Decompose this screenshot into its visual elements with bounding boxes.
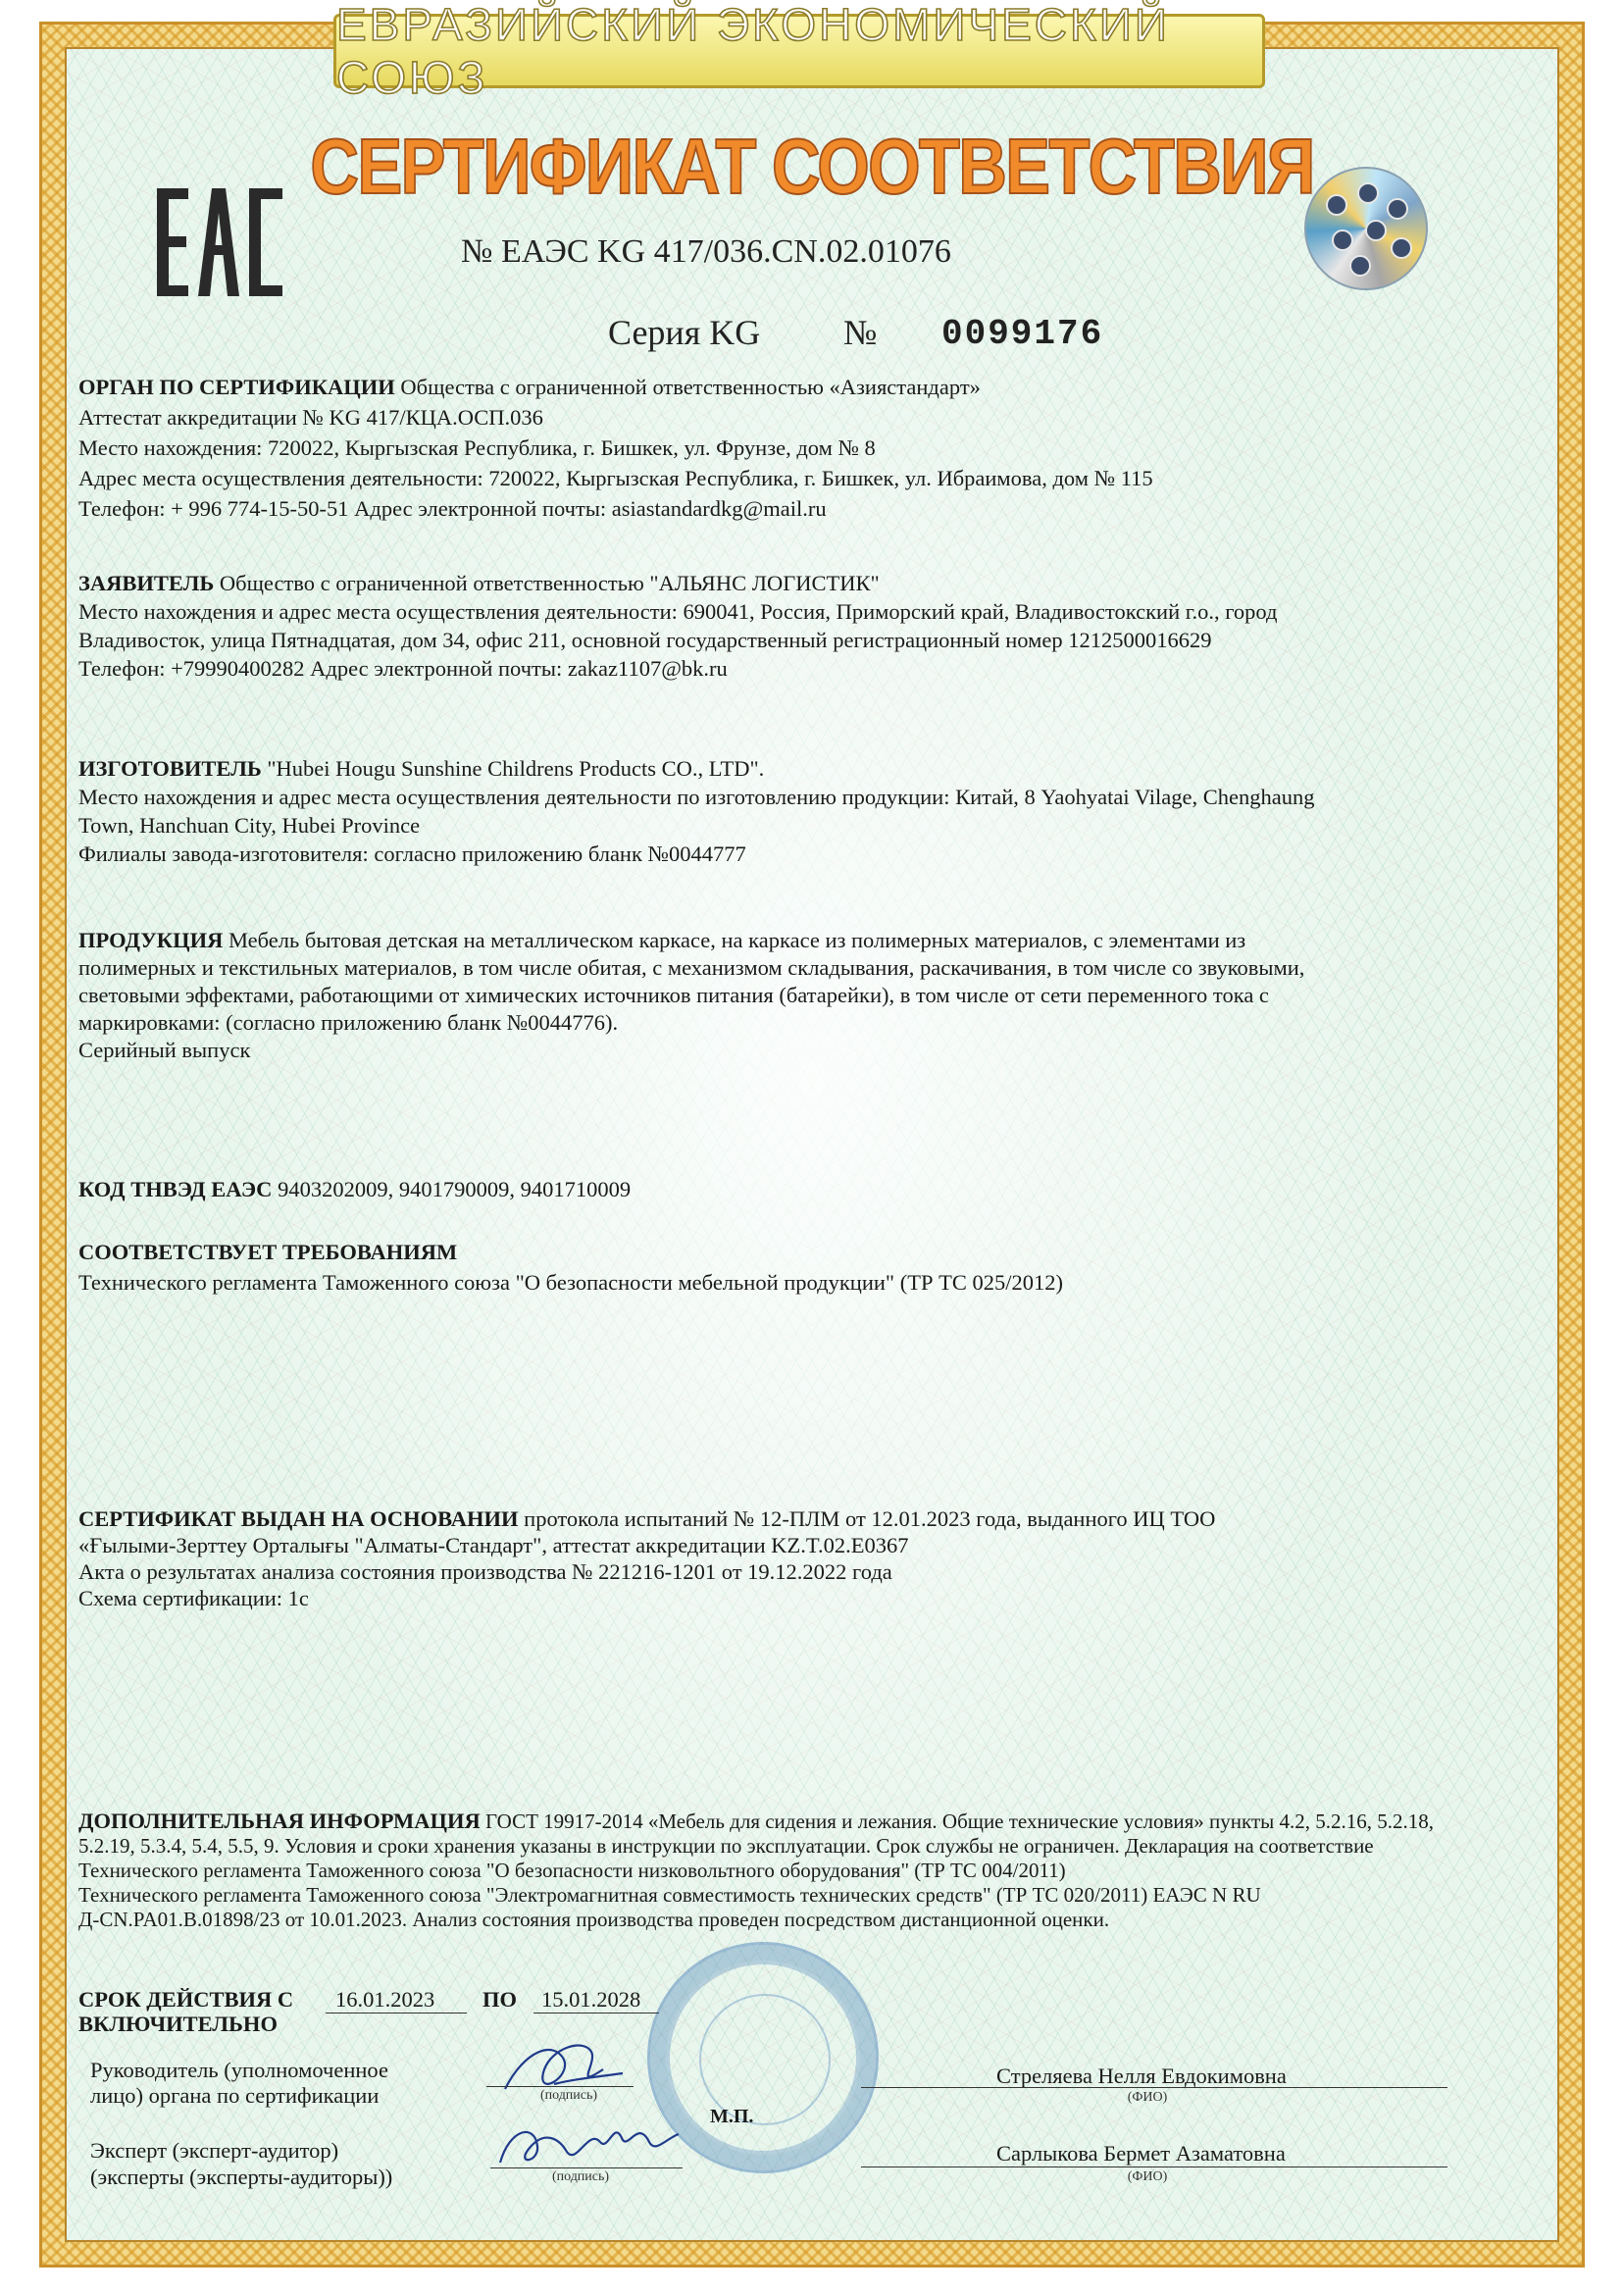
organ-heading: ОРГАН ПО СЕРТИФИКАЦИИ [78,375,395,399]
tnved-heading: КОД ТНВЭД ЕАЭС [78,1177,273,1201]
head-fio-line [861,2087,1447,2088]
additional-line: Технического регламента Таможенного союза "Электромагнитная совместимость технических средств" (ТР ТС 020/2011) ЕАЭС N RU [78,1883,1261,1907]
series-label: Серия KG [608,313,761,352]
manufacturer-section [78,756,1520,866]
head-label-2: лицо) органа по сертификации [90,2083,380,2108]
manufacturer-name: "Hubei Hougu Sunshine Childrens Products CO., LTD". [261,756,765,781]
series-value: 0099176 [941,314,1104,354]
basis-line: Акта о результатах анализа состояния производства № 221216-1201 от 19.12.2022 года [78,1559,892,1584]
applicant-line: Телефон: +79990400282 Адрес электронной почты: zakaz1107@bk.ru [78,656,728,681]
manufacturer-heading: ИЗГОТОВИТЕЛЬ [78,756,262,781]
basis-line: «Ғылыми-Зерттеу Орталығы "Алматы-Стандарт", аттестат аккредитации KZ.T.02.E0367 [78,1533,909,1557]
expert-label-2: (эксперты (эксперты-аудиторы)) [90,2165,393,2189]
basis-section [78,1506,1520,1610]
additional-heading: ДОПОЛНИТЕЛЬНАЯ ИНФОРМАЦИЯ [78,1809,481,1833]
additional-line: 5.2.19, 5.3.4, 5.4, 5.5, 9. Условия и сроки хранения указаны в инструкции по эксплуатации. Срок службы не ограничен. Декларация на соответствие [78,1834,1374,1858]
validity-to-underline [533,2013,659,2014]
validity-label-to: ПО [482,1987,518,2012]
product-line: световыми эффектами, работающими от химических источников питания (батарейки), в том числе от сети переменного тока с [78,983,1269,1007]
conformity-text: Технического регламента Таможенного союза "О безопасности мебельной продукции" (ТР ТС 025/2012) [78,1270,1063,1295]
tnved-section [78,1177,1520,1201]
mp-label: М.П. [710,2106,754,2127]
head-fio-caption: (ФИО) [1127,2090,1168,2105]
head-sign-line [486,2086,634,2087]
head-sign-caption: (подпись) [539,2088,598,2103]
expert-label-1: Эксперт (эксперт-аудитор) [90,2138,339,2163]
hologram-seal-icon [1304,167,1428,290]
validity-from-date: 16.01.2023 [335,1987,435,2012]
number-sign: № [843,313,878,352]
validity-from-underline [326,2013,467,2014]
conformity-heading: СООТВЕТСТВУЕТ ТРЕБОВАНИЯМ [78,1240,458,1264]
basis-text: протокола испытаний № 12-ПЛМ от 12.01.2023 года, выданного ИЦ ТОО [518,1506,1216,1531]
applicant-heading: ЗАЯВИТЕЛЬ [78,571,215,595]
basis-line: Схема сертификации: 1с [78,1586,309,1610]
applicant-line: Место нахождения и адрес места осуществления деятельности: 690041, Россия, Приморский край, Владивостокский г.о., город [78,599,1278,624]
product-text: Мебель бытовая детская на металлическом каркасе, на каркасе из полимерных материалов, с элементами из [223,928,1246,952]
head-name: Стреляева Нелля Евдокимовна [996,2064,1287,2088]
validity-to-date: 15.01.2028 [541,1987,641,2012]
expert-fio-caption: (ФИО) [1127,2169,1168,2184]
applicant-name: Общество с ограниченной ответственностью "АЛЬЯНС ЛОГИСТИК" [214,571,880,595]
expert-sign-caption: (подпись) [551,2169,610,2184]
organ-section [78,375,1520,521]
applicant-line: Владивосток, улица Пятнадцатая, дом 34, офис 211, основной государственный регистрационный номер 1212500016629 [78,628,1212,652]
union-banner [333,0,1265,103]
certificate-title: СЕРТИФИКАТ СООТВЕТСТВИЯ [310,123,1314,210]
organ-line: Аттестат аккредитации № KG 417/КЦА.ОСП.036 [78,405,543,430]
organ-line: Место нахождения: 720022, Кыргызская Республика, г. Бишкек, ул. Фрунзе, дом № 8 [78,435,876,460]
series-line [608,312,1104,354]
additional-line: Технического регламента Таможенного союза "О безопасности низковольтного оборудования" (ТР ТС 004/2011) [78,1859,1066,1882]
product-line: полимерных и текстильных материалов, в том числе обитая, с механизмом складывания, раскачивания, в том числе со звуковыми, [78,955,1305,980]
additional-text: ГОСТ 19917-2014 «Мебель для сидения и лежания. Общие технические условия» пункты 4.2, 5.2.16, 5.2.18, [480,1810,1434,1833]
product-heading: ПРОДУКЦИЯ [78,928,224,952]
product-line: маркировками: (согласно приложению бланк №0044776). [78,1010,619,1035]
eac-logo-icon [155,188,284,296]
additional-line: Д-CN.PA01.B.01898/23 от 10.01.2023. Анализ состояния производства проведен посредством дистанционной оценки. [78,1908,1110,1931]
conformity-section [78,1240,1520,1295]
additional-section [78,1810,1520,1931]
applicant-section [78,571,1520,681]
certificate-number: № ЕАЭС KG 417/036.CN.02.01076 [461,233,951,270]
organ-line: Адрес места осуществления деятельности: 720022, Кыргызская Республика, г. Бишкек, ул. Ибраимова, дом № 115 [78,466,1153,490]
expert-sign-line [490,2167,683,2168]
expert-name: Сарлыкова Бермет Азаматовна [996,2141,1286,2166]
union-name: ЕВРАЗИЙСКИЙ ЭКОНОМИЧЕСКИЙ СОЮЗ [336,0,1170,103]
tnved-codes: 9403202009, 9401790009, 9401710009 [272,1177,632,1201]
basis-heading: СЕРТИФИКАТ ВЫДАН НА ОСНОВАНИИ [78,1506,519,1531]
manufacturer-line: Town, Hanchuan City, Hubei Province [78,813,421,838]
organ-line: Телефон: + 996 774-15-50-51 Адрес электронной почты: asiastandardkg@mail.ru [78,496,827,521]
product-section [78,928,1520,1062]
product-line: Серийный выпуск [78,1038,251,1062]
organ-name: Общества с ограниченной ответственностью «Азиястандарт» [394,375,981,399]
manufacturer-line: Место нахождения и адрес места осуществления деятельности по изготовлению продукции: Китай, 8 Yaohyatai Vilage, Chenghaung [78,785,1315,809]
head-label-1: Руководитель (уполномоченное [90,2058,388,2082]
manufacturer-line: Филиалы завода-изготовителя: согласно приложению бланк №0044777 [78,841,746,866]
validity-inclusive: ВКЛЮЧИТЕЛЬНО [78,2012,278,2036]
validity-label-from: СРОК ДЕЙСТВИЯ С [78,1987,294,2012]
